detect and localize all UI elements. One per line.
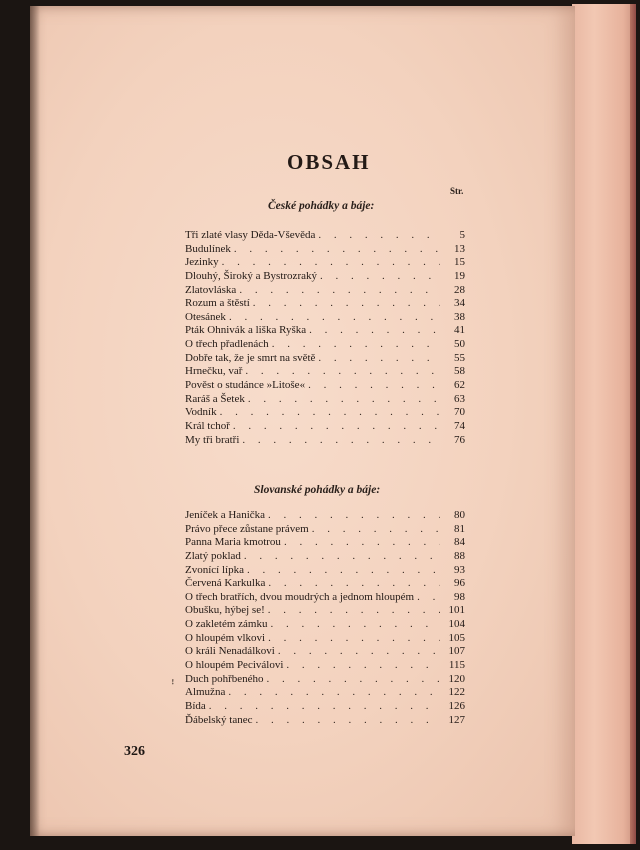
toc-entry-page: 96 [454,577,465,590]
toc-entry-page: 19 [454,269,465,282]
toc-entry [185,256,465,270]
toc-entry-title: Zlatý poklad [185,549,241,562]
toc-entry [185,536,465,550]
section-title-czech: České pohádky a báje: [268,200,375,212]
toc-entry-title: O hloupém vlkovi [185,631,266,644]
dot-leader [242,434,440,446]
toc-entry [185,284,465,298]
dot-leader [268,604,440,616]
book-fore-edge [572,4,636,844]
toc-entry-title: O králi Nenadálkovi [185,645,275,658]
page-gutter-shadow [30,6,40,836]
dot-leader [312,523,440,535]
toc-entry-title: Král tchoř [185,419,230,432]
toc-entry-page: 76 [454,433,465,446]
dot-leader [233,420,440,432]
dot-leader [253,297,440,309]
toc-entry-page: 84 [454,536,465,549]
toc-entry-title: Duch pohřbeného [185,672,264,685]
toc-entry [185,686,465,700]
toc-entry-title: Jeníček a Hanička [185,509,266,521]
toc-entry-title: O zakletém zámku [185,618,268,631]
toc-entry [185,550,465,564]
toc-entry [185,243,465,257]
dot-leader [245,365,440,377]
toc-list-slavic [185,509,465,727]
toc-entry [185,618,465,632]
toc-entry [185,700,465,714]
toc-entry-page: 74 [454,419,465,432]
toc-entry [185,324,465,338]
dot-leader [308,379,440,391]
dot-leader [267,673,440,685]
toc-entry [185,523,465,537]
toc-entry [185,270,465,284]
toc-entry-title: Červená Karkulka [185,577,266,590]
toc-entry-title: Otesánek [185,310,226,323]
toc-entry-page: 101 [448,604,465,617]
toc-entry-title: My tři bratři [185,433,240,446]
toc-entry-title: Dlouhý, Široký a Bystrozraký [185,269,317,282]
toc-entry-page: 28 [454,283,465,296]
toc-entry-title: O třech přadlenách [185,338,269,351]
dot-leader [318,229,440,241]
dot-leader [228,686,440,698]
toc-entry-title: Almužna [185,686,226,699]
toc-entry-page: 38 [454,310,465,323]
dot-leader [320,270,440,282]
toc-entry-page: 81 [454,522,465,535]
toc-entry [185,659,465,673]
toc-entry-page: 98 [454,590,465,603]
toc-entry-page: 13 [454,242,465,255]
toc-entry-title: Ďábelský tanec [185,713,253,726]
toc-entry [185,714,465,728]
toc-entry [185,591,465,605]
toc-entry-page: 41 [454,324,465,337]
toc-entry-title: Právo přece zůstane právem [185,522,309,535]
toc-entry-page: 5 [459,229,465,241]
toc-entry [185,577,465,591]
dot-leader [220,406,440,418]
dot-leader [248,393,440,405]
toc-entry-title: Tři zlaté vlasy Děda-Vševěda [185,229,316,241]
toc-entry-title: Raráš a Šetek [185,392,245,405]
dot-leader [272,338,440,350]
dot-leader [417,591,440,603]
dot-leader [244,550,440,562]
toc-entry-title: Dobře tak, že je smrt na světě [185,351,316,364]
toc-entry [185,420,465,434]
toc-entry-title: Budulínek [185,242,231,255]
toc-entry [185,352,465,366]
toc-entry [185,564,465,578]
toc-list-czech [185,229,465,447]
page-title: OBSAH [287,150,371,174]
toc-entry-page: 34 [454,297,465,310]
toc-entry-page: 126 [448,699,465,712]
toc-entry [185,297,465,311]
toc-entry-title: Obušku, hýbej se! [185,604,265,617]
toc-entry [185,434,465,448]
dot-leader [309,324,440,336]
toc-entry-page: 62 [454,379,465,392]
dot-leader [247,564,440,576]
toc-entry [185,338,465,352]
page-column-header: Str. [450,186,464,196]
dot-leader [278,645,440,657]
toc-entry-title: O hloupém Peciválovi [185,659,284,672]
toc-entry-page: 80 [454,509,465,521]
toc-entry-page: 120 [448,672,465,685]
toc-entry-page: 122 [448,686,465,699]
dot-leader [222,256,440,268]
toc-entry [185,393,465,407]
dot-leader [234,243,440,255]
toc-entry [185,645,465,659]
toc-entry [185,632,465,646]
toc-entry [185,379,465,393]
toc-entry-title: O třech bratřích, dvou moudrých a jednom hloupém [185,590,415,603]
pencil-mark-icon: ꜝ [171,680,175,692]
toc-entry-page: 55 [454,351,465,364]
dot-leader [256,714,441,726]
toc-entry-page: 115 [448,659,465,672]
toc-entry [185,604,465,618]
toc-entry [185,406,465,420]
toc-entry-page: 58 [454,365,465,378]
toc-entry-page: 127 [448,713,465,726]
toc-entry-page: 70 [454,406,465,419]
toc-entry-page: 105 [448,631,465,644]
dot-leader [268,509,440,521]
toc-entry-title: Rozum a štěstí [185,297,250,310]
dot-leader [229,311,440,323]
toc-entry-page: 15 [454,256,465,269]
toc-entry-title: Zlatovláska [185,283,237,296]
toc-entry [185,229,465,243]
dot-leader [270,618,440,630]
toc-entry-title: Pták Ohnivák a liška Ryška [185,324,307,337]
toc-entry-title: Jezinky [185,256,219,269]
dot-leader [284,536,440,548]
toc-entry [185,673,465,687]
toc-entry-title: Panna Maria kmotrou [185,536,281,549]
dot-leader [268,632,440,644]
toc-entry-page: 88 [454,549,465,562]
toc-entry [185,311,465,325]
dot-leader [318,352,440,364]
toc-entry [185,509,465,523]
toc-entry-title: Hrnečku, vař [185,365,243,378]
toc-entry-title: Pověst o studánce »Litoše« [185,379,306,392]
dot-leader [286,659,440,671]
toc-entry-page: 63 [454,392,465,405]
dot-leader [209,700,440,712]
section-title-slavic: Slovanské pohádky a báje: [254,484,381,496]
toc-entry-title: Bída [185,699,206,712]
toc-entry [185,365,465,379]
toc-entry-page: 50 [454,338,465,351]
toc-entry-title: Zvonící lípka [185,563,244,576]
toc-entry-page: 93 [454,563,465,576]
toc-entry-title: Vodník [185,406,217,419]
toc-entry-page: 104 [448,618,465,631]
page-number: 326 [124,744,145,759]
dot-leader [268,577,440,589]
toc-entry-page: 107 [448,645,465,658]
dot-leader [239,284,440,296]
